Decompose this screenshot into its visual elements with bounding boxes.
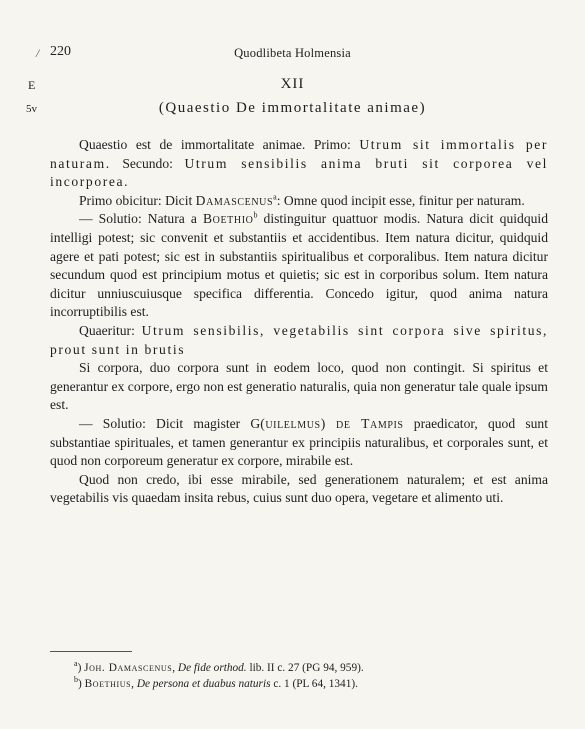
footnotes (74, 660, 554, 692)
paragraph-4 (50, 322, 548, 359)
margin-tick-mark: / (36, 46, 40, 60)
author-name: Damascenus (195, 192, 274, 208)
paragraph-2 (50, 192, 548, 211)
text-run: praedicator, quod sunt substantiae spirituales, et tamen generantur ex principiis naturalibus, et corporales sunt, et quod non corporeum generatur ex corpore, mirabile est. (50, 415, 548, 469)
body-text (50, 136, 548, 508)
footnote-author: Boethius (84, 678, 132, 690)
paragraph-1 (50, 136, 548, 192)
paragraph-3 (50, 210, 548, 322)
text-run: : Omne quod incipit esse, finitur per naturam. (276, 192, 525, 208)
footnote-ref-text: c. 1 (PL 64, 1341). (270, 678, 358, 690)
footnote: $^b$) Boethius, De persona et duabus naturis c. 1 (PL 64, 1341). (74, 675, 358, 690)
running-title: Quodlibeta Holmensia (234, 46, 351, 60)
paragraph-7 (50, 471, 548, 508)
footnote-ref-text: lib. II c. 27 (PG 94, 959). (246, 662, 364, 674)
footnote-title: De persona et duabus naturis (136, 678, 271, 690)
text-run: Quod non credo, ibi esse mirabile, sed generationem naturalem; et est anima vegetabilis vis quaedam insita rebus, cuius sunt duo opera, vegetare et alimento uti. (50, 471, 548, 506)
footnote-ref: b (253, 210, 258, 220)
text-run: Secundo: (110, 155, 185, 171)
footnote-rule (50, 651, 132, 652)
author-name: Boethio (202, 211, 254, 227)
footnote-paren: ) (77, 662, 82, 674)
text-run: distinguitur quattuor modis. Natura dicit quidquid intelligi potest; sic convenit et substantiis et accidentibus. Item natura dicitur, quidquid agere et pati potest; sic est in substantiis spiritualibus et corporalibus. Item natura dicitur secundum quod est principium motus et quietis; sic est in corporibus solum. Item natura dicitur unniuscuiusque specifica differentia. Concedo igitur, quod anima natura incorruptibilis est. (50, 211, 548, 320)
text-run: — Solutio: Dicit magister G (79, 415, 261, 431)
author-name: de Tampis (336, 415, 404, 431)
spaced-question: Utrum sensibilis anima bruti sit corporea vel incorporea. (50, 155, 548, 190)
section-number: XII (280, 76, 305, 92)
text-run: Quaestio est de immortalitate animae. Primo: (79, 137, 360, 152)
text-run: Si corpora, duo corpora sunt in eodem loco, quod non contingit. Si spiritus et generantur ex corpore, ergo non est generatio naturalis, quia non generatur tale quale ipsum est. (50, 360, 548, 413)
footnote-marker: b (74, 675, 78, 685)
text-run: Quaeritur: (79, 322, 142, 338)
section-title: (Quaestio De immortalitate animae) (158, 100, 427, 116)
footnote-paren: ) (78, 678, 82, 690)
page-number: 220 (50, 44, 71, 59)
footnote-title: De fide orthod. (177, 662, 247, 674)
author-name: (uilelmus) (260, 415, 326, 431)
footnote-marker: a (74, 659, 78, 669)
spaced-question: Utrum sit immortalis per naturam. (50, 137, 548, 171)
margin-folio: 5v (26, 103, 37, 115)
paragraph-6 (50, 415, 548, 471)
text-run: — Solutio: Natura a (79, 211, 203, 227)
spaced-question: Utrum sensibilis, vegetabilis sint corpora sive spiritus, prout sunt in brutis (50, 322, 549, 357)
footnote-ref: a (273, 192, 277, 202)
footnote: $^a$) Joh. Damascenus, De fide orthod. lib. II c. 27 (PG 94, 959). (74, 659, 364, 674)
footnote-author: Joh. Damascenus (84, 662, 173, 674)
margin-siglum: E (28, 78, 36, 92)
text-run: Primo obicitur: Dicit (79, 192, 196, 208)
text-run (326, 416, 336, 431)
paragraph-5 (50, 359, 548, 415)
